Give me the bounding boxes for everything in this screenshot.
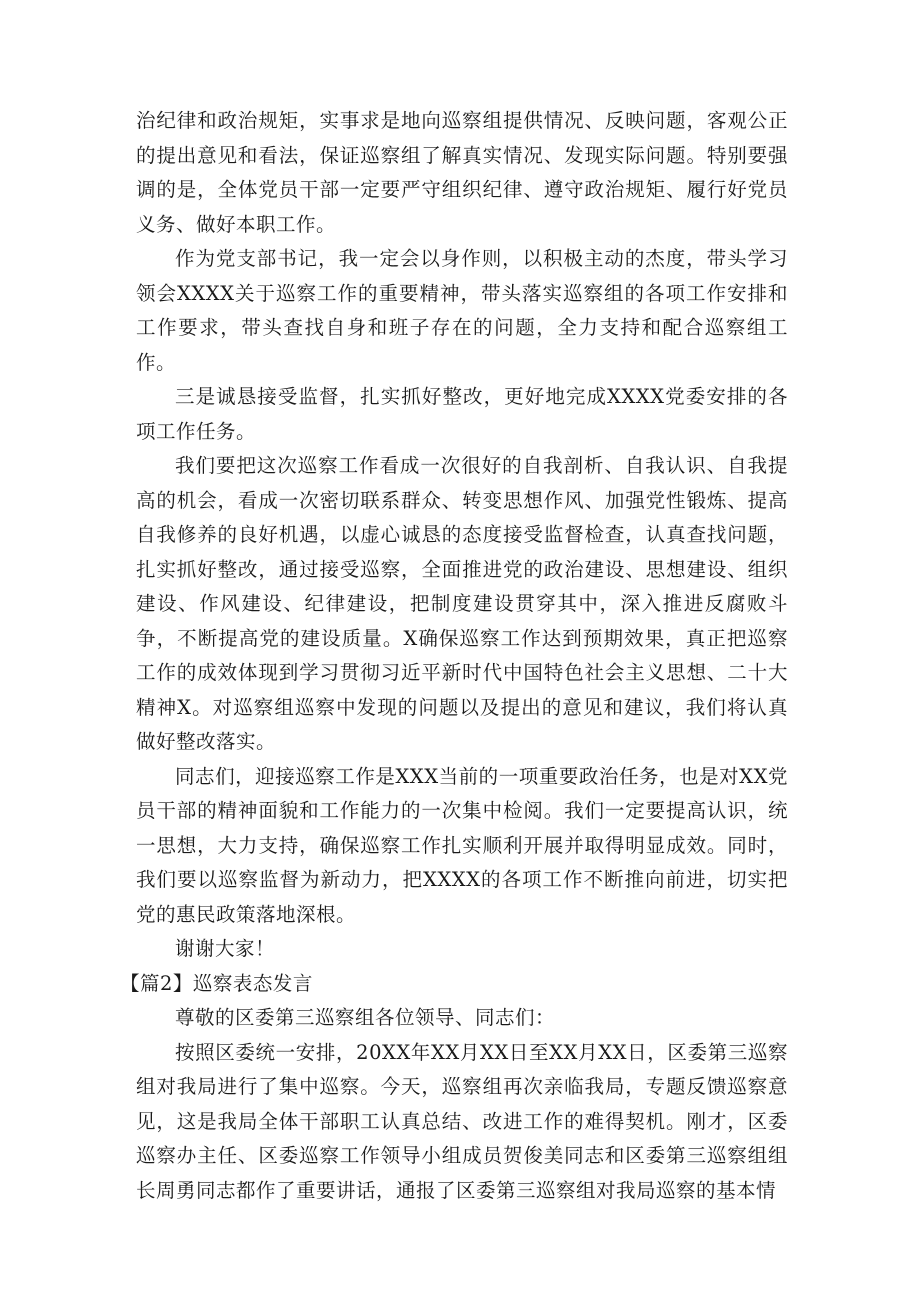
- paragraph-point-three: 三是诚恳接受监督，扎实抓好整改，更好地完成XXXX党委安排的各项工作任务。: [136, 385, 788, 443]
- paragraph-inspection-arrangement: 按照区委统一安排，20XX年XX月XX日至XX月XX日，区委第三巡察组对我局进行了集中巡察。今天，巡察组再次亲临我局，专题反馈巡察意见，这是我局全体干部职工认真总结、改进工作的难得契机。刚才，区委巡察办主任、区委巡察工作领导小组成员贺俊美同志和区委第三巡察组组长周勇同志都作了重要讲话，通报了区委第三巡察组对我局巡察的基本情: [136, 1040, 788, 1202]
- document-page: [120, 104, 788, 1208]
- paragraph-comrades: 同志们，迎接巡察工作是XXX当前的一项重要政治任务，也是对XX党员干部的精神面貌和工作能力的一次集中检阅。我们一定要提高认识，统一思想，大力支持，确保巡察工作扎实顺利开展并取得明显成效。同时，我们要以巡察监督为新动力，把XXXX的各项工作不断推向前进，切实把党的惠民政策落地深根。: [136, 764, 788, 926]
- paragraph-self-examination: 我们要把这次巡察工作看成一次很好的自我剖析、自我认识、自我提高的机会，看成一次密切联系群众、转变思想作风、加强党性锻炼、提高自我修养的良好机遇，以虚心诚恳的态度接受监督检查，认真查找问题，扎实抓好整改，通过接受巡察，全面推进党的政治建设、思想建设、组织建设、作风建设、纪律建设，把制度建设贯穿其中，深入推进反腐败斗争，不断提高党的建设质量。X确保巡察工作达到预期效果，真正把巡察工作的成效体现到学习贯彻习近平新时代中国特色社会主义思想、二十大精神X。对巡察组巡察中发现的问题以及提出的意见和建议，我们将认真做好整改落实。: [136, 454, 788, 753]
- paragraph-party-secretary: 作为党支部书记，我一定会以身作则，以积极主动的杰度，带头学习领会XXXX关于巡察工作的重要精神，带头落实巡察组的各项工作安排和工作要求，带头查找自身和班子存在的问题，全力支持和配合巡察组工作。: [136, 247, 788, 374]
- section-heading: 【篇2】巡察表态发言: [120, 971, 313, 995]
- paragraph-continuation: 治纪律和政治规矩，实事求是地向巡察组提供情况、反映问题，客观公正的提出意见和看法，保证巡察组了解真实情况、发现实际问题。特别要强调的是，全体党员干部一定要严守组织纪律、遵守政治规矩、履行好党员义务、做好本职工作。: [136, 109, 788, 236]
- salutation: 尊敬的区委第三巡察组各位领导、同志们：: [175, 1006, 556, 1029]
- paragraph-thanks: 谢谢大家！: [175, 937, 276, 960]
